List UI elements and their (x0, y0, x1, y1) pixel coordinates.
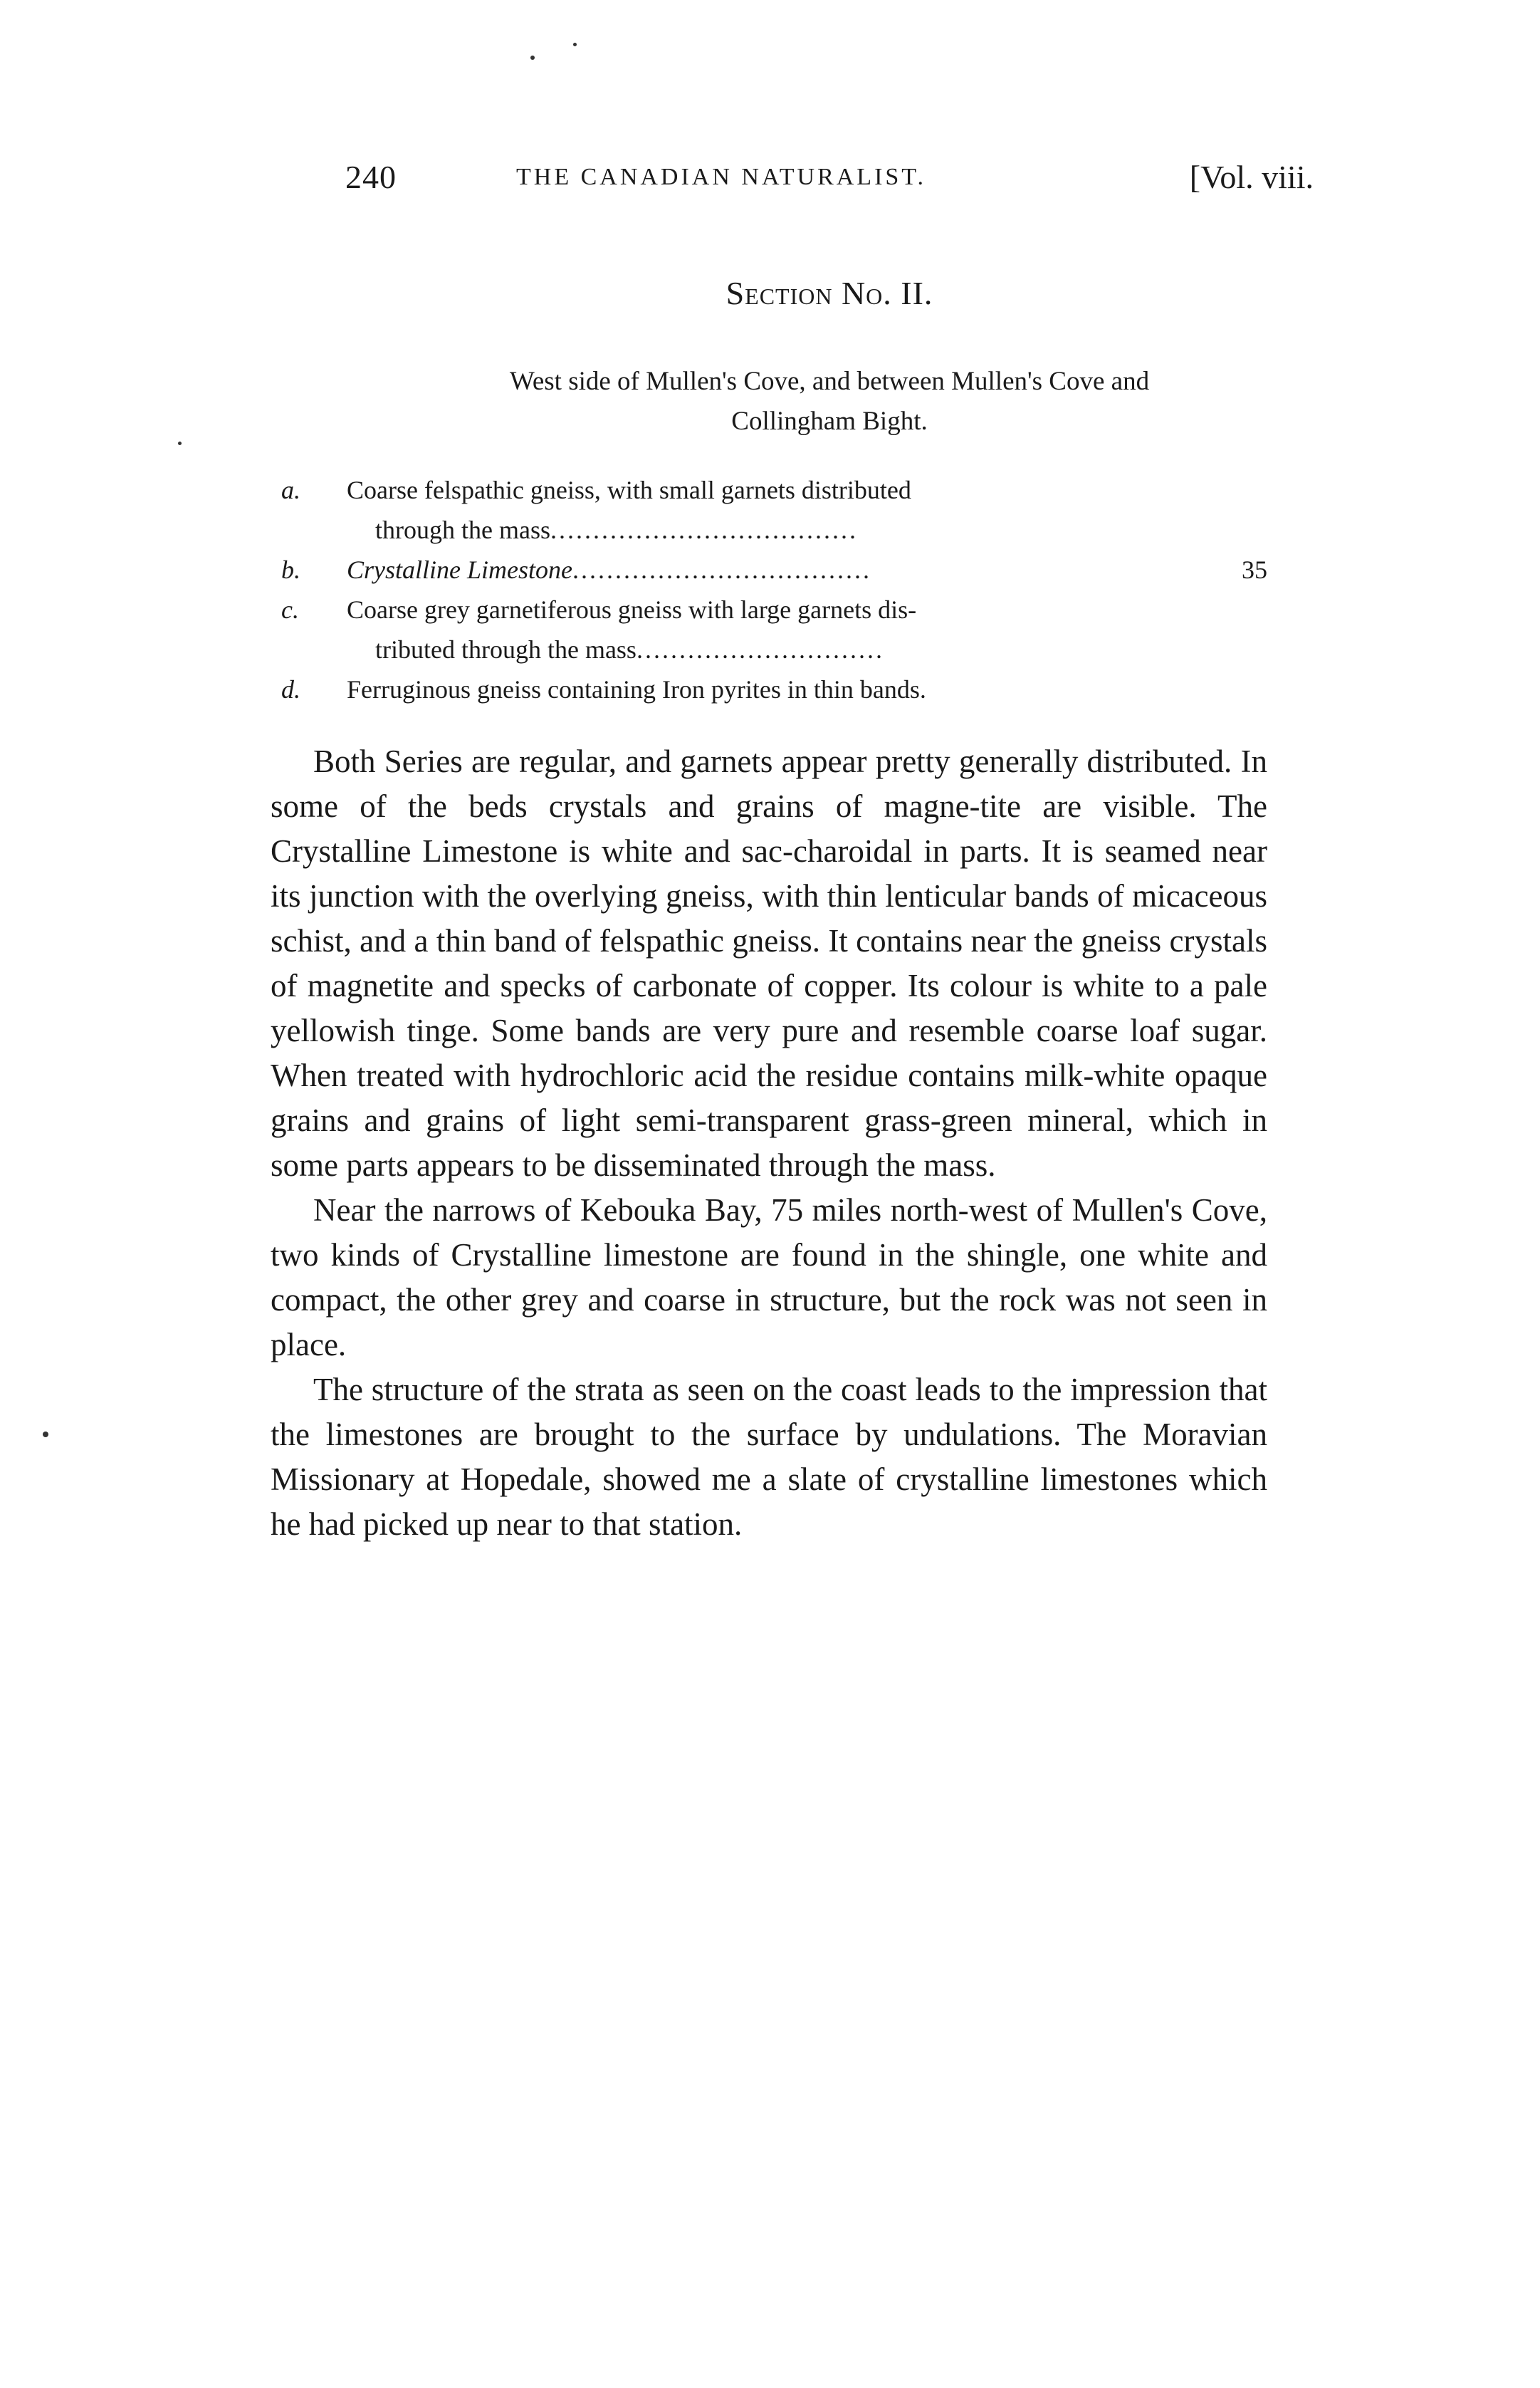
section-subheading (335, 362, 1324, 442)
dot-leader: ............................. (636, 635, 884, 664)
stratum-line: Coarse felspathic gneiss, with small garnets distributed (347, 476, 911, 504)
stratum-letter: d. (281, 675, 300, 704)
stratum-description (347, 550, 1182, 590)
subheading-line: West side of Mullen's Cove, and between Mullen's Cove and (509, 367, 1150, 396)
ink-speck (43, 1432, 48, 1437)
section-heading: Section No. II. (726, 275, 933, 311)
body-text (271, 739, 1267, 1547)
journal-title: THE CANADIAN NATURALIST. (516, 164, 927, 190)
paragraph: The structure of the strata as seen on the coast leads to the impression that the limestones are brought to the surface by undulations. The Moravian Missionary at Hopedale, showed me a slate of crystalline limestones which he had picked up near to that station. (271, 1372, 1267, 1542)
stratum-letter: a. (281, 476, 300, 504)
stratum-thickness: 35 (1242, 556, 1267, 584)
subheading-line: Collingham Bight. (731, 407, 928, 436)
ink-speck (530, 56, 535, 60)
stratum-letter: c. (281, 595, 299, 624)
volume-label: [Vol. viii. (1189, 159, 1314, 195)
running-head (345, 158, 1314, 201)
stratum-description (347, 590, 1182, 669)
stratum-item (281, 470, 1267, 550)
stratum-line: through the mass (375, 516, 550, 544)
page-number: 240 (345, 159, 397, 195)
stratum-letter: b. (281, 556, 300, 584)
stratum-line: Ferruginous gneiss containing Iron pyrites in thin bands. (347, 675, 926, 704)
stratum-description (347, 669, 1182, 709)
ink-speck (178, 442, 182, 445)
strata-list (281, 470, 1267, 709)
stratum-line: Crystalline Limestone (347, 556, 572, 584)
stratum-item (281, 550, 1267, 590)
stratum-line: Coarse grey garnetiferous gneiss with large garnets dis- (347, 595, 917, 624)
dot-leader: .................................... (550, 516, 858, 544)
dot-leader: ................................... (572, 556, 871, 584)
paragraph: Both Series are regular, and garnets appear pretty generally distributed. In some of the beds crystals and grains of magne-tite are visible. The Crystalline Limestone is white and sac-charoidal in parts. It is seamed near its junction with the overlying gneiss, with thin lenticular bands of micaceous schist, and a thin band of felspathic gneiss. It contains near the gneiss crystals of magnetite and specks of carbonate of copper. Its colour is white to a pale yellowish tinge. Some bands are very pure and resemble coarse loaf sugar. When treated with hydrochloric acid the residue contains milk-white opaque grains and grains of light semi-transparent grass-green mineral, which in some parts appears to be disseminated through the mass. (271, 744, 1267, 1183)
stratum-line: tributed through the mass (375, 635, 637, 664)
paragraph: Near the narrows of Kebouka Bay, 75 miles north-west of Mullen's Cove, two kinds of Crystalline limestone are found in the shingle, one white and compact, the other grey and coarse in structure, but the rock was not seen in place. (271, 1192, 1267, 1362)
ink-speck (573, 43, 577, 46)
stratum-item (281, 590, 1267, 669)
stratum-item (281, 669, 1267, 709)
stratum-description (347, 470, 1182, 550)
